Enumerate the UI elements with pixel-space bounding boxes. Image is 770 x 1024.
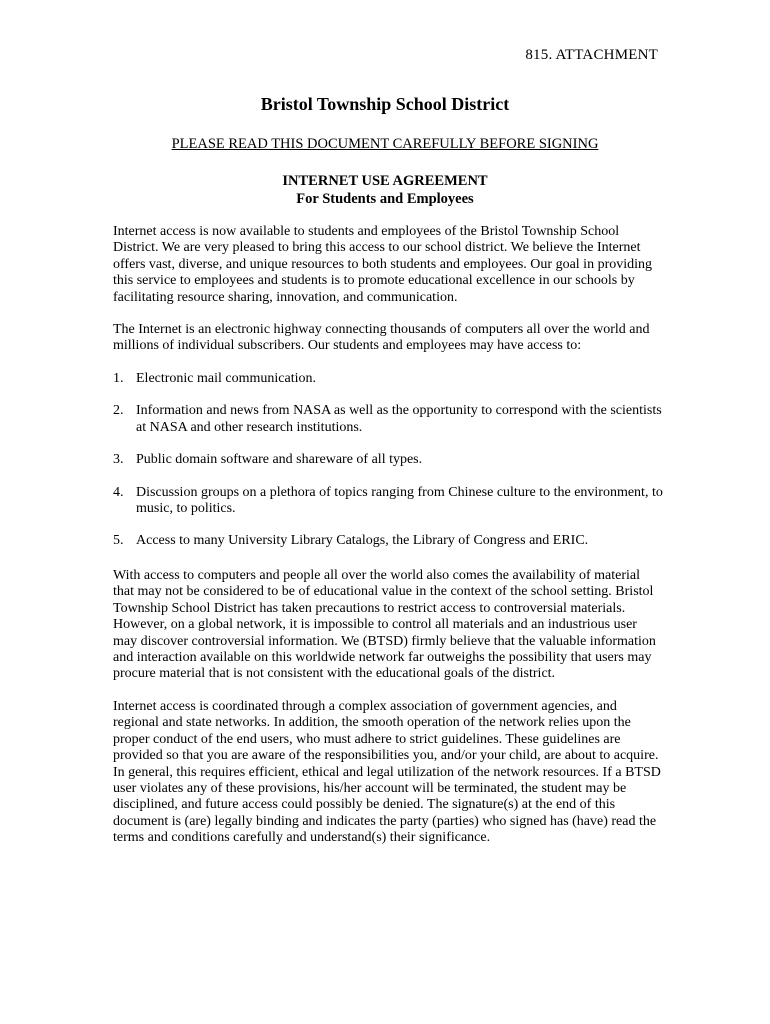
list-item-text: Access to many University Library Catalogs, the Library of Congress and ERIC. — [136, 533, 589, 549]
agreement-audience: For Students and Employees — [296, 191, 474, 207]
access-list — [113, 371, 663, 566]
list-item-number: 1. — [113, 371, 124, 386]
list-item-text: Discussion groups on a plethora of topics ranging from Chinese culture to the environment, to music, to politics. — [136, 484, 663, 517]
list-item — [113, 452, 663, 468]
list-item-number: 5. — [113, 533, 124, 549]
district-name: Bristol Township School District — [260, 94, 510, 114]
list-item-text: Electronic mail communication. — [136, 371, 316, 386]
attachment-number: 815. ATTACHMENT — [525, 47, 658, 63]
agreement-heading — [0, 172, 770, 208]
read-carefully-notice: PLEASE READ THIS DOCUMENT CAREFULLY BEFORE SIGNING — [171, 136, 599, 152]
highway-paragraph: The Internet is an electronic highway connecting thousands of computers all over the world and millions of individual subscribers. Our students and employees may have access to: — [113, 322, 650, 354]
list-item-text: Public domain software and shareware of all types. — [136, 452, 423, 468]
agreement-title: INTERNET USE AGREEMENT — [282, 173, 488, 189]
list-item-number: 3. — [113, 452, 124, 468]
list-item-number: 4. — [113, 484, 124, 500]
list-item-number: 2. — [113, 403, 124, 419]
coordination-paragraph: Internet access is coordinated through a complex association of government agencies, and regional and state networks. In addition, the smooth operation of the network relies upon the proper conduct of the end users, who must adhere to strict guidelines. These guidelines are provided so that you are aware of the responsibilities you, and/or your child, are about to acquire. In general, this requires efficient, ethical and legal utilization of the network resources. If a BTSD user violates any of these provisions, his/her account will be terminated, the student may be disciplined, and future access could possibly be denied. The signature(s) at the end of this document is (are) legally binding and indicates the party (parties) who signed has (have) read the terms and conditions carefully and understand(s) their significance. — [113, 699, 661, 846]
list-item — [113, 371, 663, 387]
list-item — [113, 485, 663, 518]
controversial-material-paragraph: With access to computers and people all over the world also comes the availability of material that may not be considered to be of educational value in the context of the school setting. Bristol Township School District has taken precautions to restrict access to controversial materials. However, on a global network, it is impossible to control all materials and an industrious user may discover controversial information. We (BTSD) firmly believe that the valuable information and interaction available on this worldwide network far outweighs the possibility that users may procure material that is not consistent with the educational goals of the district. — [113, 568, 656, 682]
list-item — [113, 533, 663, 549]
list-item — [113, 403, 663, 436]
list-item-text: Information and news from NASA as well as the opportunity to correspond with the scientists at NASA and other research institutions. — [136, 403, 662, 435]
intro-paragraph: Internet access is now available to students and employees of the Bristol Township School District. We are very pleased to bring this access to our school district. We believe the Internet offers vast, diverse, and unique resources to both students and employees. Our goal in providing this service to employees and students is to promote educational excellence in our schools by facilitating resource sharing, innovation, and communication. — [113, 224, 653, 305]
